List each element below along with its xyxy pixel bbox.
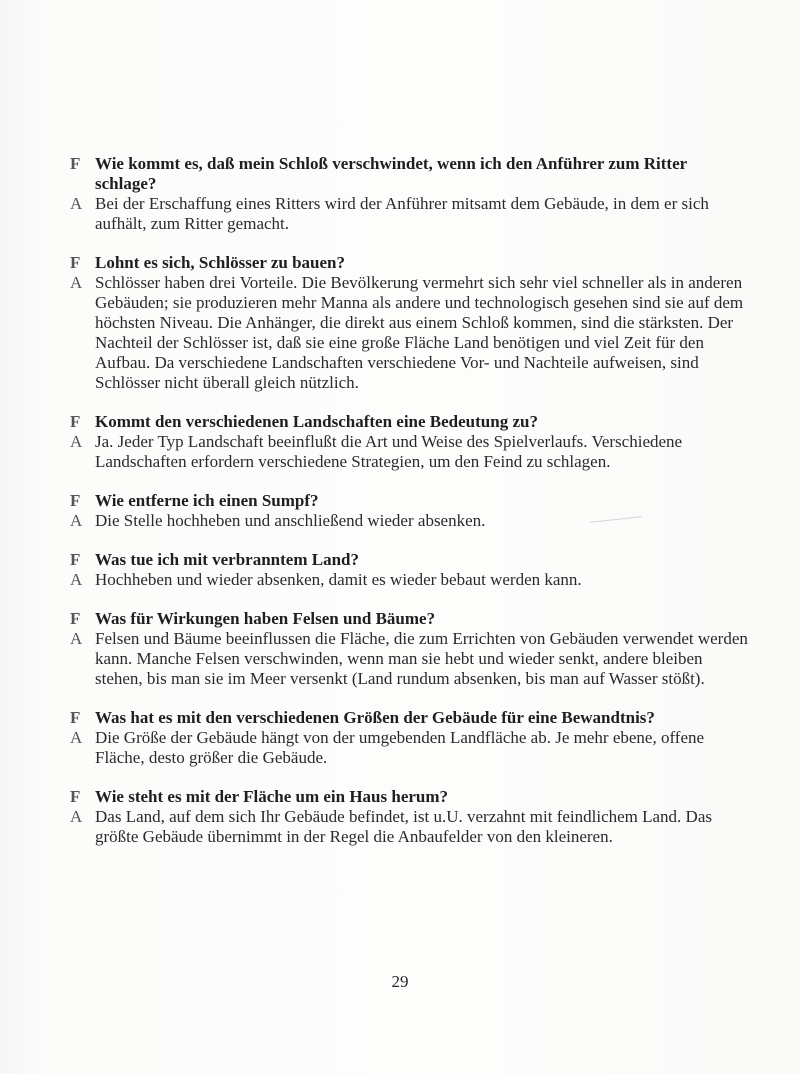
question-marker: F	[70, 491, 81, 510]
answer-row	[70, 273, 750, 393]
answer-marker: A	[70, 511, 83, 530]
answer-marker: A	[70, 194, 83, 213]
answer-row	[70, 432, 750, 472]
question-text: Kommt den verschiedenen Landschaften eine Bedeutung zu?	[95, 412, 538, 431]
answer-text: Das Land, auf dem sich Ihr Gebäude befindet, ist u.U. verzahnt mit feindlichem Land. Das größte Gebäude übernimmt in der Regel die Anbaufelder von den kleineren.	[95, 807, 712, 846]
answer-marker: A	[70, 728, 83, 747]
faq-entry	[70, 253, 750, 393]
question-row	[70, 412, 750, 432]
answer-text: Hochheben und wieder absenken, damit es wieder bebaut werden kann.	[95, 570, 582, 589]
faq-entry	[70, 154, 750, 234]
faq-entry	[70, 609, 750, 689]
question-text: Wie steht es mit der Fläche um ein Haus herum?	[95, 787, 449, 806]
question-row	[70, 787, 750, 807]
faq-entry	[70, 787, 750, 847]
answer-row	[70, 728, 750, 768]
question-text: Lohnt es sich, Schlösser zu bauen?	[95, 253, 346, 272]
question-row	[70, 609, 750, 629]
question-row	[70, 708, 750, 728]
question-text: Wie kommt es, daß mein Schloß verschwindet, wenn ich den Anführer zum Ritter schlage?	[95, 154, 687, 193]
faq-entry	[70, 491, 750, 531]
question-text: Was für Wirkungen haben Felsen und Bäume?	[95, 609, 436, 628]
question-text: Was hat es mit den verschiedenen Größen der Gebäude für eine Bewandtnis?	[95, 708, 655, 727]
question-marker: F	[70, 787, 81, 806]
faq-entry	[70, 708, 750, 768]
question-marker: F	[70, 253, 81, 272]
answer-row	[70, 807, 750, 847]
faq-list	[70, 154, 750, 866]
answer-row	[70, 511, 750, 531]
answer-marker: A	[70, 273, 83, 292]
answer-marker: A	[70, 570, 83, 589]
question-row	[70, 154, 750, 194]
answer-marker: A	[70, 432, 83, 451]
question-marker: F	[70, 708, 81, 727]
answer-text: Schlösser haben drei Vorteile. Die Bevölkerung vermehrt sich sehr viel schneller als in anderen Gebäuden; sie produzieren mehr Manna als andere und technologisch gesehen sind sie auf dem höchsten Niveau. Die Anhänger, die direkt aus einem Schloß kommen, sind die stärksten. Der Nachteil der Schlösser ist, daß sie eine große Fläche Land benötigen und viel Zeit für den Aufbau. Da verschiedene Landschaften verschiedene Vor- und Nachteile aufweisen, sind Schlösser nicht überall gleich nützlich.	[95, 273, 744, 392]
page-number: 29	[391, 972, 409, 991]
faq-entry	[70, 550, 750, 590]
answer-marker: A	[70, 807, 83, 826]
question-marker: F	[70, 412, 81, 431]
answer-text: Ja. Jeder Typ Landschaft beeinflußt die Art und Weise des Spielverlaufs. Verschiedene Landschaften erfordern verschiedene Strategien, um den Feind zu schlagen.	[95, 432, 683, 471]
question-marker: F	[70, 154, 81, 173]
question-marker: F	[70, 609, 81, 628]
question-text: Wie entferne ich einen Sumpf?	[95, 491, 319, 510]
answer-row	[70, 629, 750, 689]
answer-row	[70, 194, 750, 234]
answer-text: Bei der Erschaffung eines Ritters wird der Anführer mitsamt dem Gebäude, in dem er sich aufhält, zum Ritter gemacht.	[95, 194, 709, 233]
answer-marker: A	[70, 629, 83, 648]
answer-text: Die Größe der Gebäude hängt von der umgebenden Landfläche ab. Je mehr ebene, offene Fläche, desto größer die Gebäude.	[95, 728, 705, 767]
question-row	[70, 491, 750, 511]
answer-text: Die Stelle hochheben und anschließend wieder absenken.	[95, 511, 486, 530]
question-marker: F	[70, 550, 81, 569]
answer-text: Felsen und Bäume beeinflussen die Fläche, die zum Errichten von Gebäuden verwendet werden kann. Manche Felsen verschwinden, wenn man sie hebt und wieder senkt, andere bleiben stehen, bis man sie im Meer versenkt (Land rundum absenken, bis man auf Wasser stößt).	[95, 629, 748, 688]
question-text: Was tue ich mit verbranntem Land?	[95, 550, 359, 569]
faq-entry	[70, 412, 750, 472]
question-row	[70, 550, 750, 570]
question-row	[70, 253, 750, 273]
answer-row	[70, 570, 750, 590]
